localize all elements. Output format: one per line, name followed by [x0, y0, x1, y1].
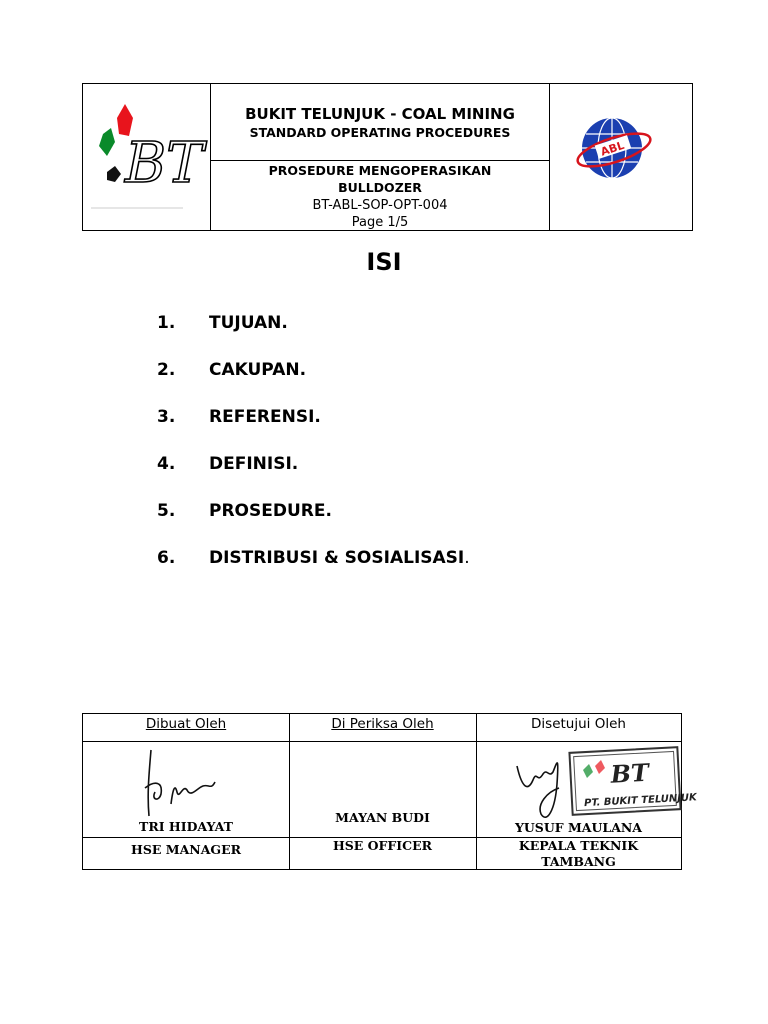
- abl-logo-text: ABL: [599, 138, 626, 159]
- company-name: BUKIT TELUNJUK - COAL MINING: [245, 105, 515, 123]
- approved-by-role-line1: KEPALA TEKNIK: [518, 838, 639, 853]
- bt-logo-black-shape: [107, 166, 121, 182]
- toc-item-number: 3.: [157, 407, 176, 427]
- procedure-title: [211, 162, 549, 196]
- checked-by-heading: Di Periksa Oleh: [331, 716, 434, 732]
- approval-header-divider: [83, 741, 681, 742]
- approved-by-role: [476, 838, 681, 870]
- checked-by-role: HSE OFFICER: [332, 838, 433, 853]
- document-type: STANDARD OPERATING PROCEDURES: [249, 125, 511, 140]
- page-number: Page 1/5: [351, 215, 409, 230]
- toc-item-label: [209, 548, 470, 568]
- bt-logo-text: BT: [125, 131, 204, 196]
- toc-item-label: CAKUPAN.: [209, 360, 307, 380]
- header-divider-middle: [210, 160, 550, 161]
- stamp-red-shape: [595, 760, 605, 774]
- signature-stroke: [145, 750, 215, 816]
- bt-logo-green-shape: [99, 128, 115, 156]
- bt-logo: [89, 100, 204, 210]
- stamp-logo-text: BT: [609, 757, 650, 789]
- toc-item-number: 5.: [157, 501, 176, 521]
- toc-item-label: TUJUAN.: [209, 313, 288, 333]
- signature-stroke: [517, 763, 559, 817]
- signature-yusuf-maulana: [507, 744, 698, 828]
- toc-item-label-text: DISTRIBUSI & SOSIALISASI: [209, 548, 465, 568]
- stamp-green-shape: [583, 764, 593, 778]
- checked-by-name: MAYAN BUDI: [335, 810, 430, 825]
- toc-item-label: PROSEDURE.: [209, 501, 332, 521]
- made-by-role: HSE MANAGER: [131, 842, 241, 857]
- document-header: [82, 83, 693, 231]
- toc-item-number: 4.: [157, 454, 176, 474]
- approved-by-name: YUSUF MAULANA: [514, 820, 643, 835]
- approval-table: [82, 713, 698, 870]
- document-code: BT-ABL-SOP-OPT-004: [312, 198, 448, 213]
- abl-globe-logo: [574, 114, 654, 182]
- toc-item-label: DEFINISI.: [209, 454, 299, 474]
- approved-by-heading: Disetujui Oleh: [531, 716, 626, 732]
- toc-item-label-suffix: .: [464, 548, 470, 568]
- header-divider-right: [549, 84, 550, 230]
- procedure-title-line1: PROSEDURE MENGOPERASIKAN: [268, 163, 492, 178]
- stamp-company-text: PT. BUKIT TELUNJUK: [583, 792, 698, 810]
- toc-item-number: 1.: [157, 313, 176, 333]
- toc-item-label: REFERENSI.: [209, 407, 321, 427]
- contents-title: ISI: [366, 248, 402, 276]
- procedure-title-line2: BULLDOZER: [338, 180, 422, 195]
- toc-item-number: 2.: [157, 360, 176, 380]
- signature-tri-hidayat: [111, 744, 241, 822]
- made-by-heading: Dibuat Oleh: [145, 716, 227, 732]
- approved-by-role-line2: TAMBANG: [541, 854, 616, 869]
- document-meta: [211, 197, 549, 231]
- toc-item-number: 6.: [157, 548, 176, 568]
- made-by-name: TRI HIDAYAT: [139, 819, 233, 834]
